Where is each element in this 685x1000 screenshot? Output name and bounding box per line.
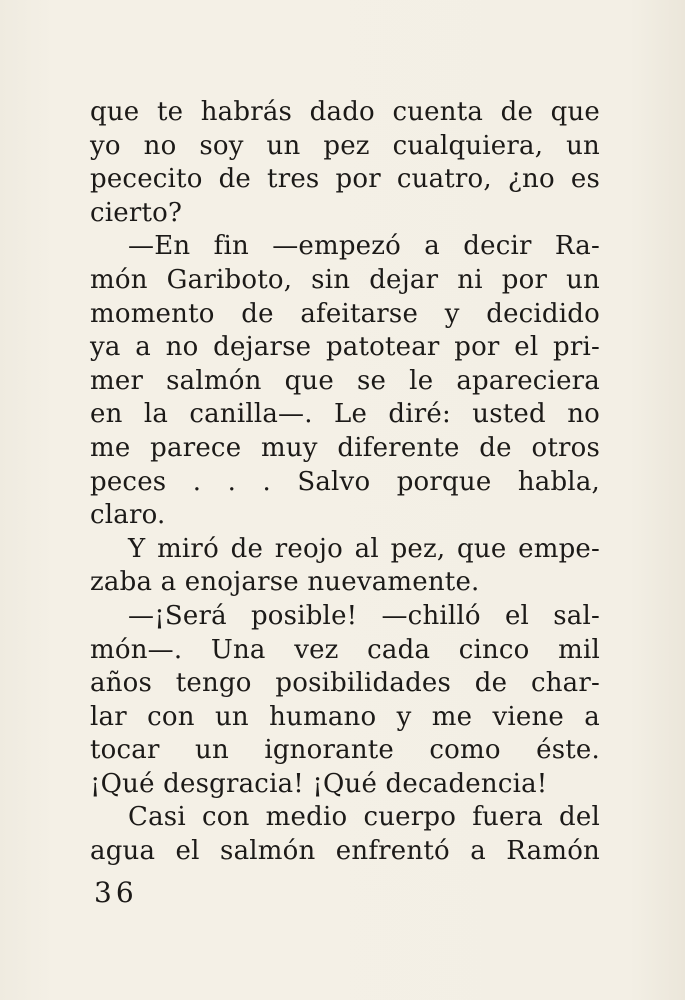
text-line: món—. Una vez cada cinco mil [90,634,600,665]
text-line: agua el salmón enfrentó a Ramón [90,836,600,867]
text-line: ¡Qué desgracia! ¡Qué decadencia! [90,768,548,799]
text-line: tocar un ignorante como éste. [90,735,600,766]
text-line: en la canilla—. Le diré: usted no [90,399,600,430]
text-line: Casi con medio cuerpo fuera del [128,802,600,833]
body-text [90,96,600,869]
page-number: 36 [94,876,138,909]
text-line: peces . . . Salvo porque habla, [90,466,600,497]
text-line: pececito de tres por cuatro, ¿no es [90,164,600,195]
text-line: claro. [90,500,166,531]
text-line: món Gariboto, sin dejar ni por un [90,264,600,295]
text-line: —¡Será posible! —chilló el sal- [128,600,600,631]
text-line: mer salmón que se le apareciera [90,365,600,396]
text-line: que te habrás dado cuenta de que [90,97,600,127]
text-line: momento de afeitarse y decidido [90,298,600,329]
text-line: Y miró de reojo al pez, que empe- [128,533,600,564]
text-line: años tengo posibilidades de char- [90,668,600,699]
text-line: cierto? [90,197,183,228]
text-line: zaba a enojarse nuevamente. [90,567,480,598]
text-line: —En fin —empezó a decir Ra- [128,231,600,262]
text-line: ya a no dejarse patotear por el pri- [90,332,600,363]
text-line: me parece muy diferente de otros [90,432,600,463]
text-line: lar con un humano y me viene a [90,701,600,732]
text-line: yo no soy un pez cualquiera, un [90,130,600,161]
